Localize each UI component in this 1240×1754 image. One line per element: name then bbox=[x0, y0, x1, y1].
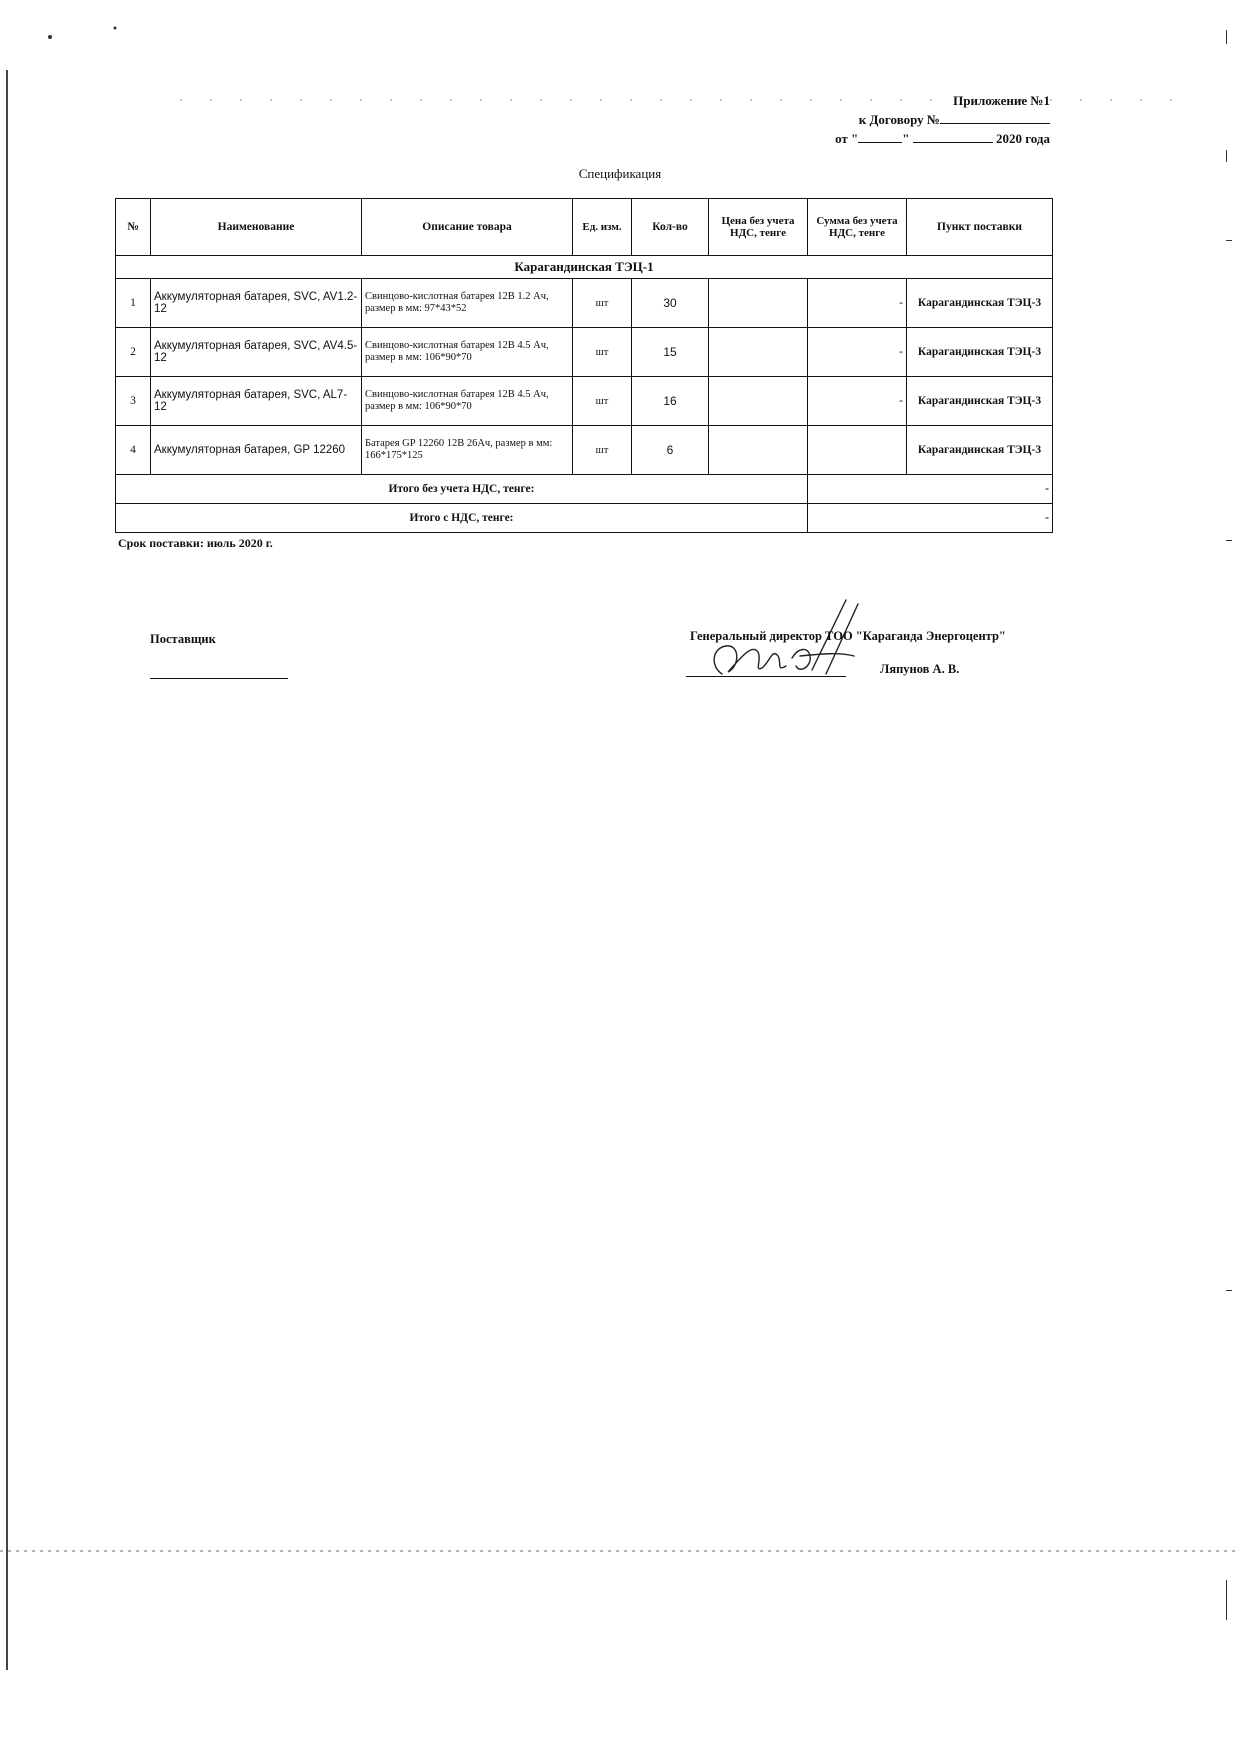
row-num: 1 bbox=[116, 279, 151, 328]
row-unit: шт bbox=[573, 279, 632, 328]
row-sum: - bbox=[808, 377, 907, 426]
month-blank bbox=[913, 129, 993, 143]
row-name: Аккумуляторная батарея, GP 12260 bbox=[151, 426, 362, 475]
row-num: 4 bbox=[116, 426, 151, 475]
row-name: Аккумуляторная батарея, SVC, AL7-12 bbox=[151, 377, 362, 426]
row-name: Аккумуляторная батарея, SVC, AV1.2-12 bbox=[151, 279, 362, 328]
row-delivery-point: Карагандинская ТЭЦ-3 bbox=[907, 426, 1053, 475]
header-unit: Ед. изм. bbox=[573, 199, 632, 256]
table-row bbox=[116, 426, 1053, 475]
row-quantity: 16 bbox=[632, 377, 709, 426]
row-unit: шт bbox=[573, 328, 632, 377]
date-prefix: от " bbox=[835, 131, 859, 146]
header-quantity: Кол-во bbox=[632, 199, 709, 256]
row-delivery-point: Карагандинская ТЭЦ-3 bbox=[907, 279, 1053, 328]
appendix-header bbox=[690, 92, 1050, 148]
total-without-vat-row bbox=[116, 475, 1053, 504]
delivery-term-note: Срок поставки: июль 2020 г. bbox=[118, 536, 273, 550]
contract-line bbox=[690, 110, 1050, 129]
header-num: № bbox=[116, 199, 151, 256]
row-quantity: 30 bbox=[632, 279, 709, 328]
supplier-signature-line bbox=[150, 678, 288, 679]
total-with-vat-value: - bbox=[808, 504, 1053, 533]
contract-date-line bbox=[690, 129, 1050, 148]
date-mid: " bbox=[902, 131, 910, 146]
total-with-vat-label: Итого с НДС, тенге: bbox=[116, 504, 808, 533]
row-description: Свинцово-кислотная батарея 12В 4.5 Ач, размер в мм: 106*90*70 bbox=[362, 328, 573, 377]
row-sum: - bbox=[808, 328, 907, 377]
specification-table bbox=[115, 198, 1053, 533]
row-quantity: 15 bbox=[632, 328, 709, 377]
row-delivery-point: Карагандинская ТЭЦ-3 bbox=[907, 328, 1053, 377]
row-description: Свинцово-кислотная батарея 12В 4.5 Ач, размер в мм: 106*90*70 bbox=[362, 377, 573, 426]
row-name: Аккумуляторная батарея, SVC, AV4.5-12 bbox=[151, 328, 362, 377]
table-row bbox=[116, 279, 1053, 328]
total-without-vat-label: Итого без учета НДС, тенге: bbox=[116, 475, 808, 504]
director-name: Ляпунов А. В. bbox=[880, 662, 960, 676]
header-description: Описание товара bbox=[362, 199, 573, 256]
row-price bbox=[709, 328, 808, 377]
date-suffix: 2020 года bbox=[995, 131, 1050, 146]
row-sum: - bbox=[808, 279, 907, 328]
row-price bbox=[709, 279, 808, 328]
row-quantity: 6 bbox=[632, 426, 709, 475]
row-description: Свинцово-кислотная батарея 12В 1.2 Ач, размер в мм: 97*43*52 bbox=[362, 279, 573, 328]
row-sum bbox=[808, 426, 907, 475]
total-without-vat-value: - bbox=[808, 475, 1053, 504]
director-signature-line bbox=[686, 676, 846, 677]
group-title: Карагандинская ТЭЦ-1 bbox=[116, 256, 1053, 279]
row-num: 3 bbox=[116, 377, 151, 426]
contract-number-blank bbox=[940, 110, 1050, 124]
appendix-label: Приложение №1 bbox=[953, 93, 1050, 108]
row-delivery-point: Карагандинская ТЭЦ-3 bbox=[907, 377, 1053, 426]
row-price bbox=[709, 426, 808, 475]
header-price: Цена без учета НДС, тенге bbox=[709, 199, 808, 256]
table-header-row bbox=[116, 199, 1053, 256]
row-description: Батарея GP 12260 12В 26Ач, размер в мм: 166*175*125 bbox=[362, 426, 573, 475]
header-delivery-point: Пункт поставки bbox=[907, 199, 1053, 256]
total-with-vat-row bbox=[116, 504, 1053, 533]
header-name: Наименование bbox=[151, 199, 362, 256]
director-title: Генеральный директор ТОО "Караганда Энергоцентр" bbox=[690, 629, 1006, 643]
document-title: Спецификация bbox=[578, 166, 662, 181]
supplier-label: Поставщик bbox=[150, 632, 216, 646]
row-price bbox=[709, 377, 808, 426]
table-row bbox=[116, 377, 1053, 426]
group-row bbox=[116, 256, 1053, 279]
row-unit: шт bbox=[573, 426, 632, 475]
contract-prefix: к Договору № bbox=[858, 112, 940, 127]
day-blank bbox=[858, 129, 902, 143]
header-sum: Сумма без учета НДС, тенге bbox=[808, 199, 907, 256]
row-unit: шт bbox=[573, 377, 632, 426]
row-num: 2 bbox=[116, 328, 151, 377]
table-row bbox=[116, 328, 1053, 377]
